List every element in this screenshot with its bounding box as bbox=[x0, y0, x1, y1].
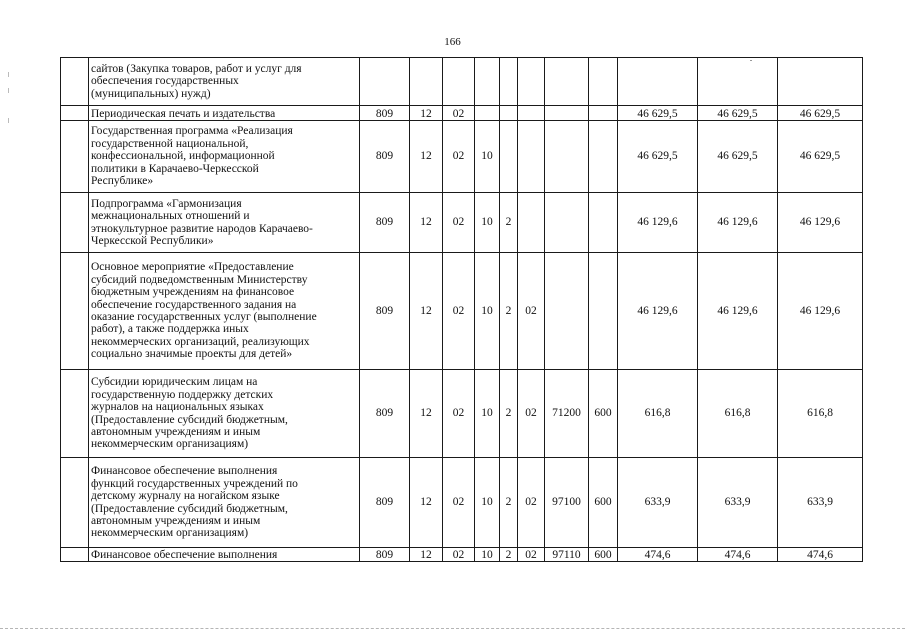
table-row bbox=[61, 193, 863, 253]
amount-year-3-cell: 46 629,5 bbox=[778, 121, 863, 193]
expense-type-cell: 600 bbox=[589, 458, 618, 548]
item-name-cell bbox=[89, 458, 360, 548]
program-cell bbox=[475, 106, 500, 121]
table-row bbox=[61, 548, 863, 562]
section-cell: 12 bbox=[410, 253, 443, 370]
item-name-line: Субсидии юридическим лицам на bbox=[91, 376, 258, 389]
event-cell: 02 bbox=[518, 253, 545, 370]
expense-type-cell bbox=[589, 193, 618, 253]
event-cell: 02 bbox=[518, 548, 545, 562]
item-name-line: некоммерческим организациям) bbox=[91, 527, 249, 540]
item-name-cell bbox=[89, 106, 360, 121]
amount-year-3-cell: 46 629,5 bbox=[778, 106, 863, 121]
expense-type-cell bbox=[589, 121, 618, 193]
direction-cell bbox=[545, 253, 589, 370]
item-name-line: Периодическая печать и издательства bbox=[91, 107, 276, 120]
direction-cell bbox=[545, 106, 589, 121]
item-name-line: детскому журналу на ногайском языке bbox=[91, 490, 280, 503]
row-number-cell bbox=[61, 548, 89, 562]
amount-year-3-cell bbox=[778, 58, 863, 106]
item-name-line: этнокультурное развитие народов Карачаево- bbox=[91, 222, 313, 235]
item-name-cell bbox=[89, 548, 360, 562]
item-name-line: Черкесской Республики» bbox=[91, 234, 214, 247]
expense-type-cell bbox=[589, 58, 618, 106]
section-cell: 12 bbox=[410, 121, 443, 193]
item-name-line: межнациональных отношений и bbox=[91, 210, 250, 223]
row-number-cell bbox=[61, 253, 89, 370]
amount-year-1-cell: 46 629,5 bbox=[618, 106, 698, 121]
amount-year-1-cell: 633,9 bbox=[618, 458, 698, 548]
event-cell: 02 bbox=[518, 458, 545, 548]
item-name-line: автономным учреждениям и иным bbox=[91, 514, 261, 527]
subsection-cell: 02 bbox=[443, 458, 475, 548]
amount-year-3-cell: 474,6 bbox=[778, 548, 863, 562]
subprogram-cell: 2 bbox=[500, 253, 518, 370]
program-cell: 10 bbox=[475, 458, 500, 548]
table-row bbox=[61, 253, 863, 370]
subprogram-cell: 2 bbox=[500, 548, 518, 562]
item-name-line: социально значимые проекты для детей» bbox=[91, 348, 293, 361]
item-name-line: государственной национальной, bbox=[91, 137, 249, 150]
section-cell: 12 bbox=[410, 548, 443, 562]
row-number-cell bbox=[61, 106, 89, 121]
gl-code-cell: 809 bbox=[360, 193, 410, 253]
item-name-line: бюджетным учреждениям на финансовое bbox=[91, 286, 295, 299]
item-name-line: (Предоставление субсидий бюджетным, bbox=[91, 502, 288, 515]
subsection-cell bbox=[443, 58, 475, 106]
gl-code-cell bbox=[360, 58, 410, 106]
subsection-cell: 02 bbox=[443, 106, 475, 121]
item-name-line: сайтов (Закупка товаров, работ и услуг для bbox=[91, 62, 302, 75]
item-name-line: государственную поддержку детских bbox=[91, 388, 274, 401]
program-cell: 10 bbox=[475, 193, 500, 253]
item-name-line: (Предоставление субсидий бюджетным, bbox=[91, 413, 288, 426]
amount-year-1-cell: 46 129,6 bbox=[618, 193, 698, 253]
table-row bbox=[61, 458, 863, 548]
subsection-cell: 02 bbox=[443, 370, 475, 458]
program-cell: 10 bbox=[475, 253, 500, 370]
item-name-cell bbox=[89, 370, 360, 458]
scan-artifact bbox=[8, 118, 9, 123]
expense-type-cell: 600 bbox=[589, 548, 618, 562]
row-number-cell bbox=[61, 370, 89, 458]
expense-type-cell bbox=[589, 253, 618, 370]
item-name-line: конфессиональной, информационной bbox=[91, 150, 275, 163]
direction-cell bbox=[545, 193, 589, 253]
event-cell bbox=[518, 106, 545, 121]
item-name-cell bbox=[89, 58, 360, 106]
subsection-cell: 02 bbox=[443, 548, 475, 562]
item-name-line: Государственная программа «Реализация bbox=[91, 125, 293, 138]
item-name-line: автономным учреждениям и иным bbox=[91, 425, 261, 438]
item-name-cell bbox=[89, 193, 360, 253]
direction-cell bbox=[545, 121, 589, 193]
item-name-line: некоммерческим организациям) bbox=[91, 438, 249, 451]
program-cell: 10 bbox=[475, 548, 500, 562]
amount-year-1-cell: 616,8 bbox=[618, 370, 698, 458]
program-cell: 10 bbox=[475, 121, 500, 193]
amount-year-2-cell: 616,8 bbox=[698, 370, 778, 458]
expense-type-cell: 600 bbox=[589, 370, 618, 458]
event-cell: 02 bbox=[518, 370, 545, 458]
subprogram-cell: 2 bbox=[500, 370, 518, 458]
subsection-cell: 02 bbox=[443, 193, 475, 253]
amount-year-2-cell bbox=[698, 58, 778, 106]
amount-year-2-cell: 474,6 bbox=[698, 548, 778, 562]
section-cell: 12 bbox=[410, 370, 443, 458]
item-name-line: оказание государственных услуг (выполнение bbox=[91, 311, 317, 323]
amount-year-3-cell: 46 129,6 bbox=[778, 193, 863, 253]
item-name-line: Основное мероприятие «Предоставление bbox=[91, 261, 294, 274]
budget-table bbox=[60, 57, 863, 562]
subprogram-cell bbox=[500, 58, 518, 106]
item-name-line: журналов на национальных языках bbox=[91, 401, 264, 414]
item-name-line: обеспечения государственных bbox=[91, 75, 239, 88]
direction-cell: 97100 bbox=[545, 458, 589, 548]
section-cell: 12 bbox=[410, 106, 443, 121]
scan-artifact bbox=[8, 88, 9, 93]
item-name-line: субсидий подведомственным Министерству bbox=[91, 273, 308, 286]
subsection-cell: 02 bbox=[443, 121, 475, 193]
amount-year-2-cell: 46 629,5 bbox=[698, 106, 778, 121]
amount-year-2-cell: 46 629,5 bbox=[698, 121, 778, 193]
item-name-line: Финансовое обеспечение выполнения bbox=[91, 465, 278, 478]
item-name-line: Финансовое обеспечение выполнения bbox=[91, 548, 278, 561]
event-cell bbox=[518, 58, 545, 106]
table-row bbox=[61, 370, 863, 458]
subsection-cell: 02 bbox=[443, 253, 475, 370]
subprogram-cell bbox=[500, 121, 518, 193]
subprogram-cell: 2 bbox=[500, 193, 518, 253]
item-name-line: некоммерческих организаций, реализующих bbox=[91, 335, 310, 348]
page-number: 166 bbox=[444, 36, 461, 48]
item-name-line: функций государственных учреждений по bbox=[91, 477, 298, 490]
amount-year-3-cell: 46 129,6 bbox=[778, 253, 863, 370]
scan-artifact bbox=[8, 72, 9, 77]
program-cell: 10 bbox=[475, 370, 500, 458]
subprogram-cell: 2 bbox=[500, 458, 518, 548]
item-name-line: обеспечение государственного задания на bbox=[91, 298, 297, 311]
gl-code-cell: 809 bbox=[360, 121, 410, 193]
amount-year-3-cell: 616,8 bbox=[778, 370, 863, 458]
event-cell bbox=[518, 121, 545, 193]
amount-year-3-cell: 633,9 bbox=[778, 458, 863, 548]
event-cell bbox=[518, 193, 545, 253]
direction-cell: 71200 bbox=[545, 370, 589, 458]
item-name-line: Республике» bbox=[91, 175, 154, 188]
row-number-cell bbox=[61, 58, 89, 106]
amount-year-1-cell: 474,6 bbox=[618, 548, 698, 562]
direction-cell: 97110 bbox=[545, 548, 589, 562]
direction-cell bbox=[545, 58, 589, 106]
item-name-cell bbox=[89, 121, 360, 193]
amount-year-2-cell: 633,9 bbox=[698, 458, 778, 548]
scan-edge-line bbox=[0, 628, 905, 629]
section-cell: 12 bbox=[410, 458, 443, 548]
gl-code-cell: 809 bbox=[360, 548, 410, 562]
amount-year-1-cell: 46 129,6 bbox=[618, 253, 698, 370]
section-cell bbox=[410, 58, 443, 106]
item-name-line: политики в Карачаево-Черкесской bbox=[91, 162, 259, 175]
subprogram-cell bbox=[500, 106, 518, 121]
table-row bbox=[61, 121, 863, 193]
gl-code-cell: 809 bbox=[360, 253, 410, 370]
row-number-cell bbox=[61, 458, 89, 548]
amount-year-2-cell: 46 129,6 bbox=[698, 193, 778, 253]
amount-year-2-cell: 46 129,6 bbox=[698, 253, 778, 370]
gl-code-cell: 809 bbox=[360, 106, 410, 121]
item-name-line: Подпрограмма «Гармонизация bbox=[91, 197, 242, 210]
amount-year-1-cell bbox=[618, 58, 698, 106]
expense-type-cell bbox=[589, 106, 618, 121]
item-name-cell bbox=[89, 253, 360, 370]
table-row bbox=[61, 58, 863, 106]
section-cell: 12 bbox=[410, 193, 443, 253]
gl-code-cell: 809 bbox=[360, 458, 410, 548]
amount-year-1-cell: 46 629,5 bbox=[618, 121, 698, 193]
row-number-cell bbox=[61, 193, 89, 253]
row-number-cell bbox=[61, 121, 89, 193]
item-name-line: (муниципальных) нужд) bbox=[91, 87, 211, 100]
program-cell bbox=[475, 58, 500, 106]
table-row bbox=[61, 106, 863, 121]
gl-code-cell: 809 bbox=[360, 370, 410, 458]
item-name-line: работ), а также поддержка иных bbox=[91, 323, 249, 336]
